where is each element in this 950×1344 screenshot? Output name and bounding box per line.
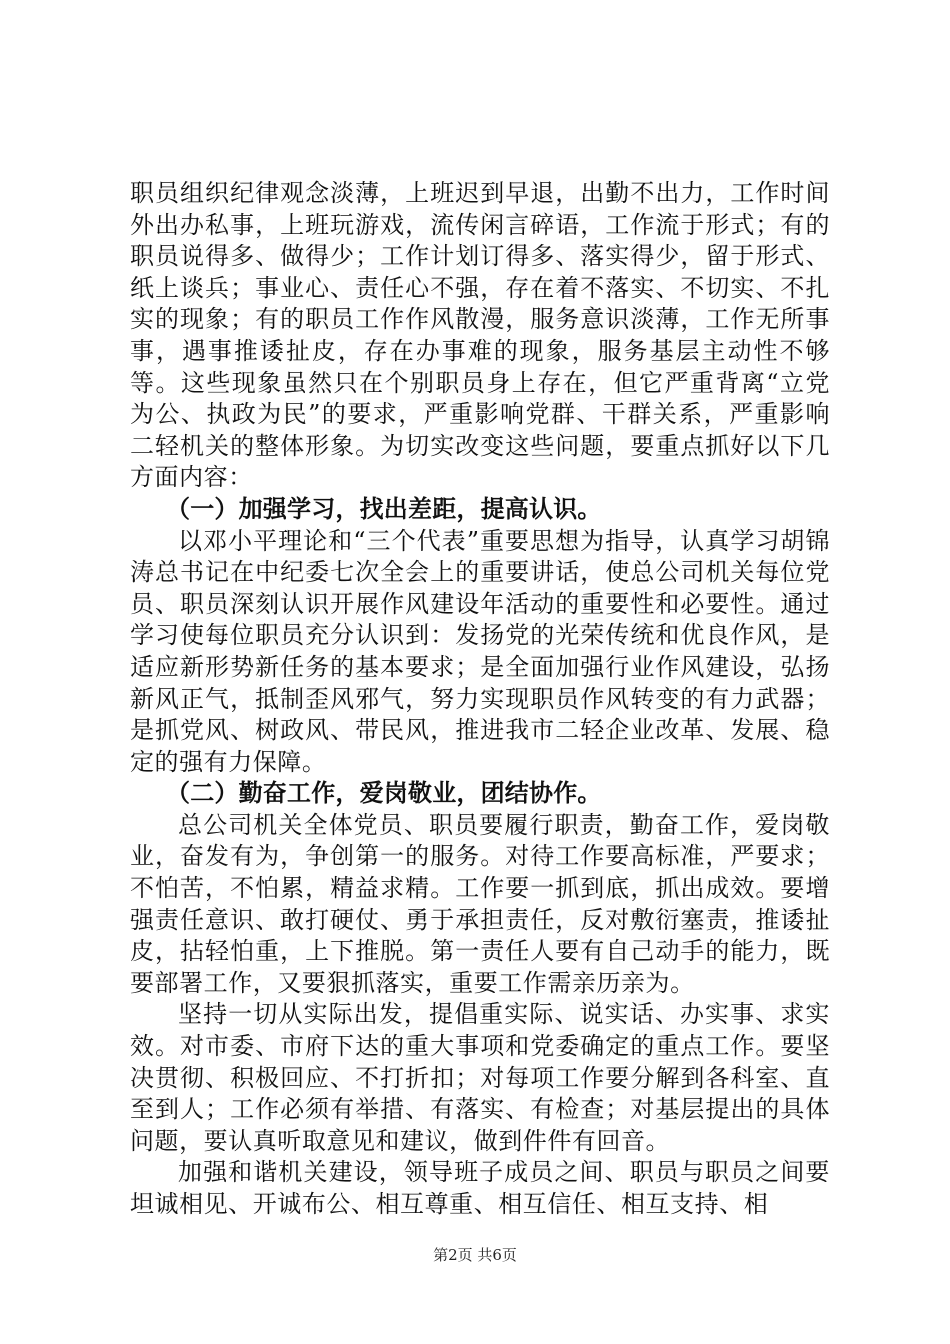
section-heading: （二）勤奋工作，爱岗敬业，团结协作。 [166,779,602,808]
body-paragraph: 总公司机关全体党员、职员要履行职责，勤奋工作，爱岗敬业，奋发有为，争创第一的服务。对待工作要高标准，严要求；不怕苦，不怕累，精益求精。工作要一抓到底，抓出成效。要增强责任意识、敢打硬仗、勇于承担责任，反对敷衍塞责，推诿扯皮，拈轻怕重，上下推脱。第一责任人要有自己动手的能力，既要部署工作，又要狠抓落实，重要工作需亲历亲为。 [130,810,830,997]
body-paragraph: 职员组织纪律观念淡薄，上班迟到早退，出勤不出力，工作时间外出办私事，上班玩游戏，流传闲言碎语，工作流于形式；有的职员说得多、做得少；工作计划订得多、落实得少，留于形式、纸上谈兵；事业心、责任心不强，存在着不落实、不切实、不扎实的现象；有的职员工作作风散漫，服务意识淡薄，工作无所事事，遇事推诿扯皮，存在办事难的现象，服务基层主动性不够等。这些现象虽然只在个别职员身上存在，但它严重背离“立党为公、执政为民”的要求，严重影响党群、干群关系，严重影响二轻机关的整体形象。为切实改变这些问题，要重点抓好以下几方面内容： [130,179,830,492]
body-paragraph: 以邓小平理论和“三个代表”重要思想为指导，认真学习胡锦涛总书记在中纪委七次全会上的重要讲话，使总公司机关每位党员、职员深刻认识开展作风建设年活动的重要性和必要性。通过学习使每位职员充分认识到：发扬党的光荣传统和优良作风，是适应新形势新任务的基本要求；是全面加强行业作风建设，弘扬新风正气，抵制歪风邪气，努力实现职员作风转变的有力武器；是抓党风、树政风、带民风，推进我市二轻企业改革、发展、稳定的强有力保障。 [130,526,830,776]
body-paragraph: 坚持一切从实际出发，提倡重实际、说实话、办实事、求实效。对市委、市府下达的重大事项和党委确定的重点工作。要坚决贯彻、积极回应、不打折扣；对每项工作要分解到各科室、直至到人；工作必须有举措、有落实、有检查；对基层提出的具体问题，要认真听取意见和建议，做到件件有回音。 [130,1000,830,1155]
section-heading: （一）加强学习，找出差距，提高认识。 [166,494,602,523]
body-paragraph: 加强和谐机关建设，领导班子成员之间、职员与职员之间要坦诚相见、开诚布公、相互尊重、相互信任、相互支持、相 [130,1158,830,1218]
page-number-footer: 第2页 共6页 [433,1246,517,1264]
document-body [130,178,830,1221]
